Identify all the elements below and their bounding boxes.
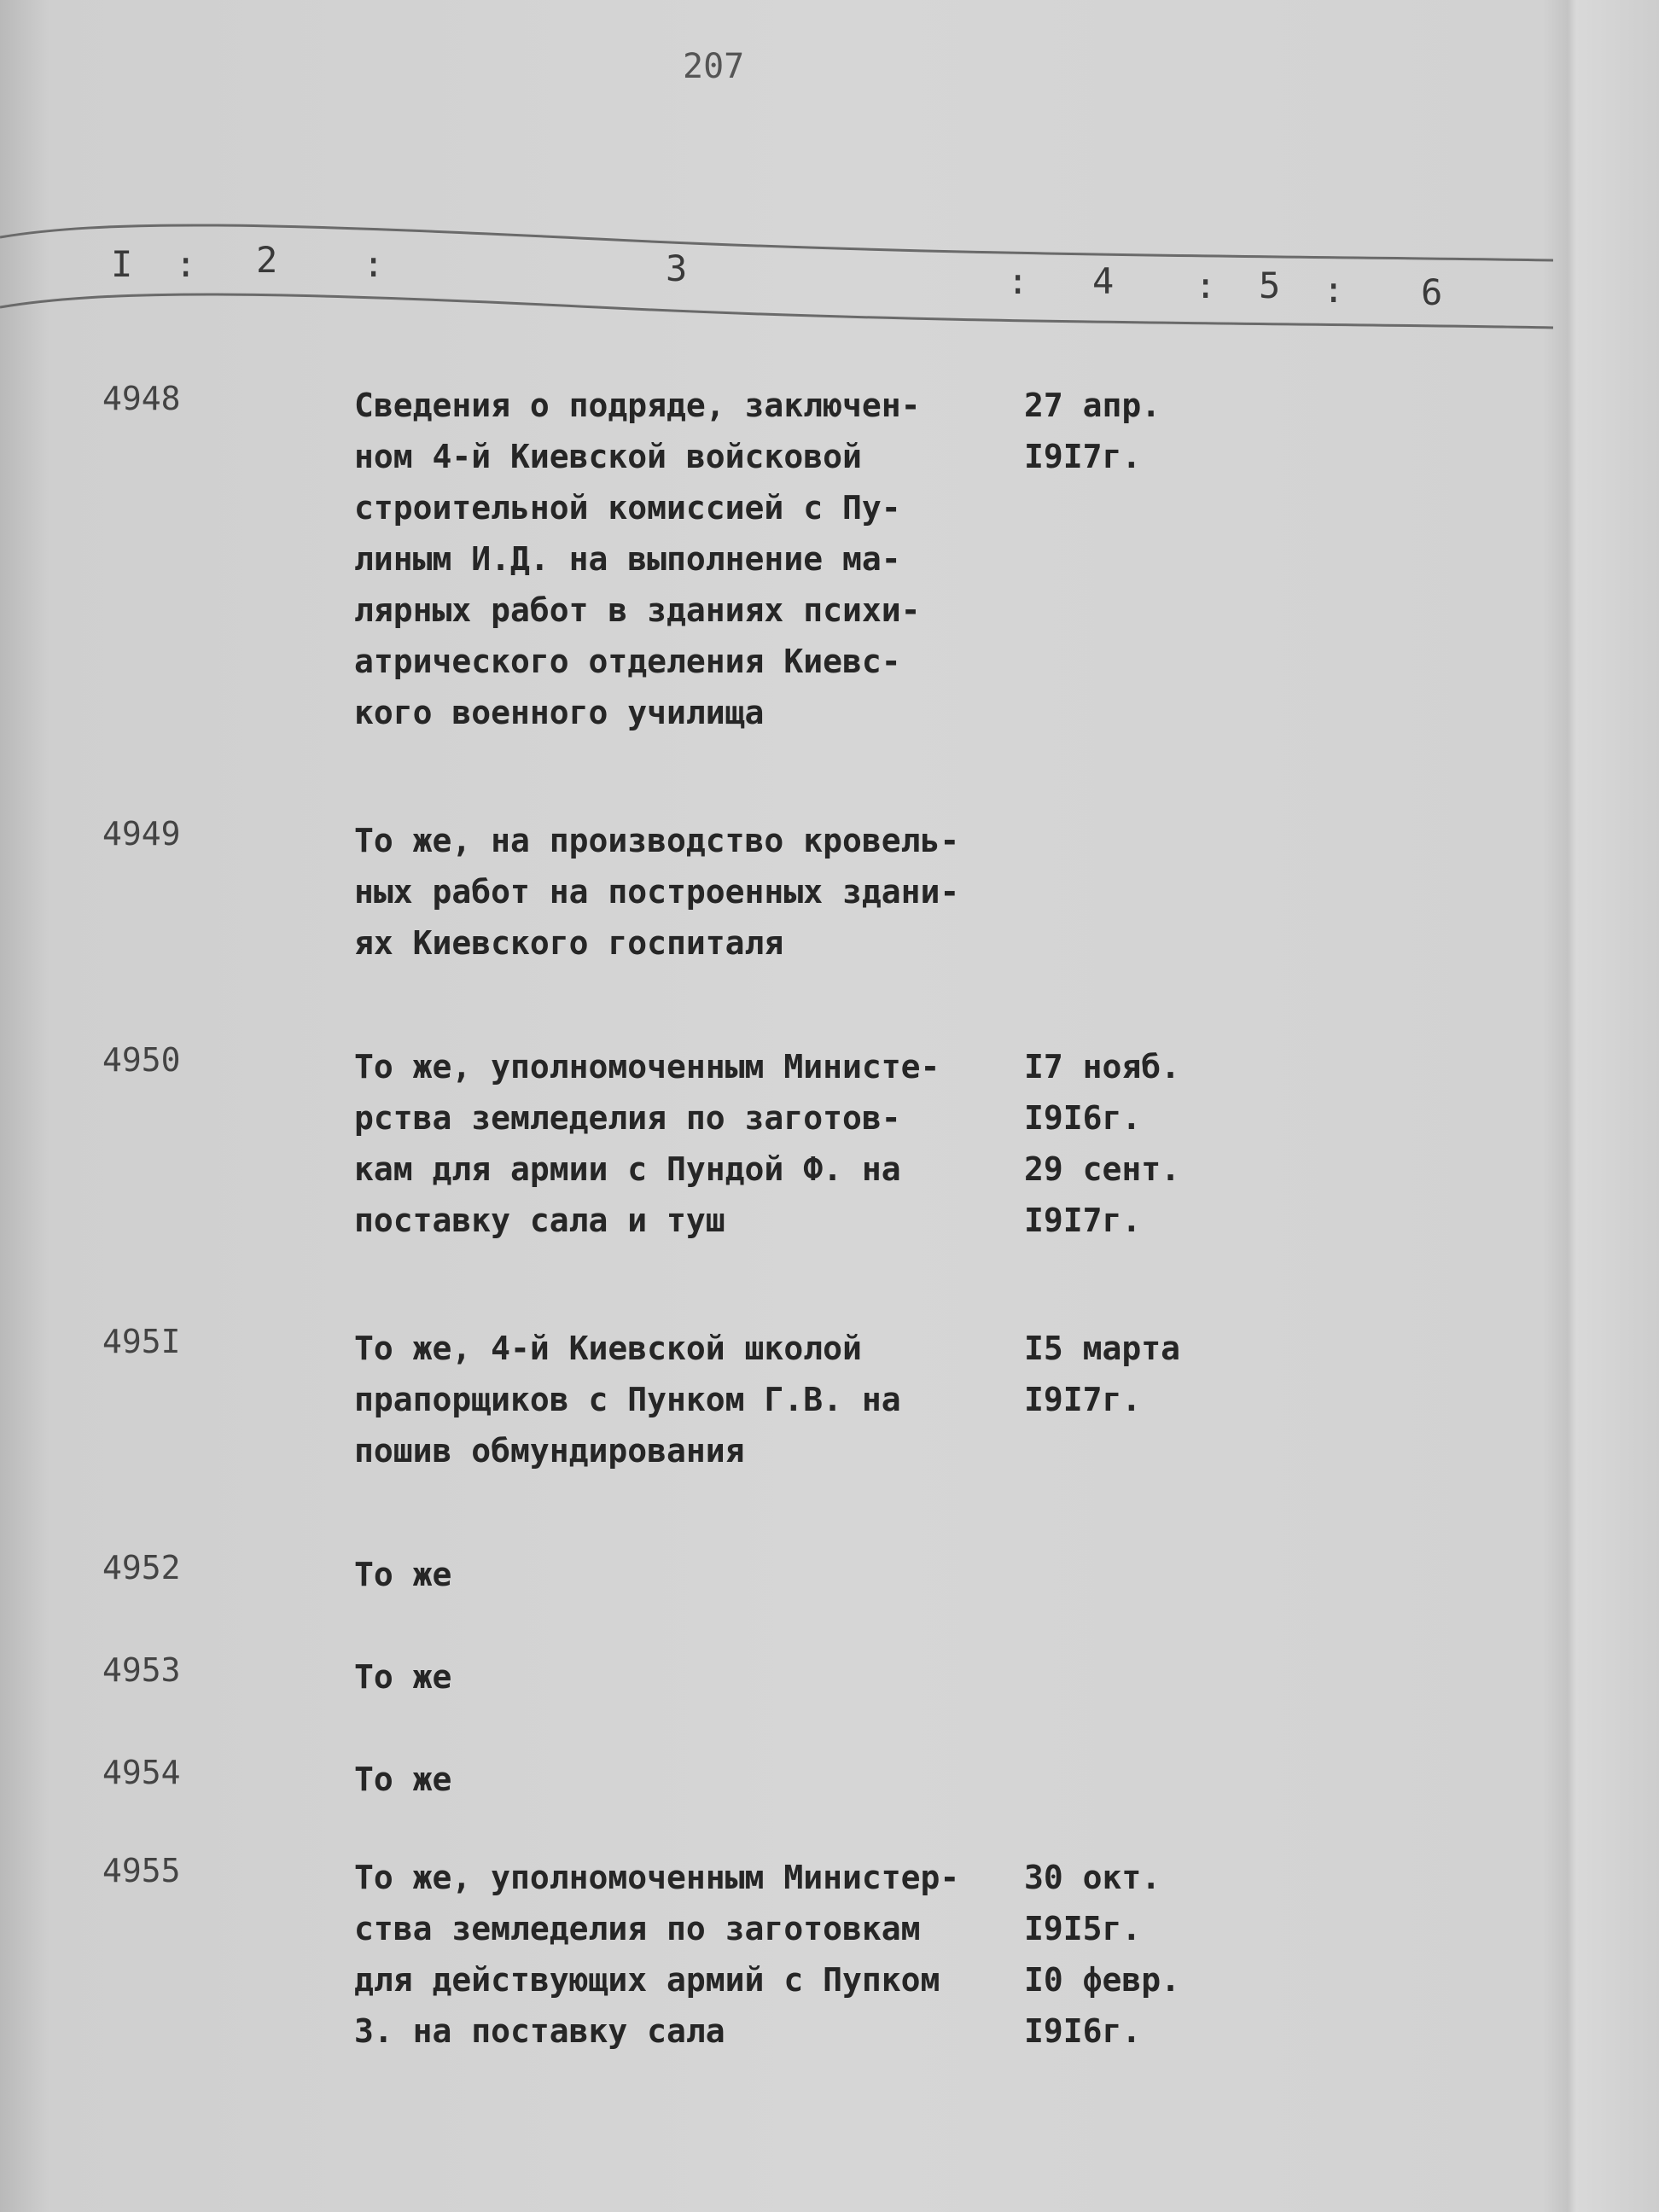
description-line: То же, уполномоченным Министе- bbox=[354, 1048, 940, 1086]
entry-number: 4952 bbox=[102, 1549, 181, 1586]
date-line: 29 сент. bbox=[1024, 1150, 1181, 1188]
description-line: То же, уполномоченным Министер- bbox=[354, 1859, 960, 1896]
entry-date bbox=[1024, 1323, 1180, 1425]
entry-number: 4950 bbox=[102, 1041, 181, 1079]
date-line: I5 марта bbox=[1024, 1330, 1181, 1367]
column-header-4: 4 bbox=[1092, 260, 1115, 302]
column-header-1: I bbox=[111, 243, 133, 285]
page-number: 207 bbox=[683, 47, 745, 86]
description-line: То же, на производство кровель- bbox=[354, 822, 960, 859]
entry-description bbox=[354, 1651, 1037, 1703]
date-line: I9I5г. bbox=[1024, 1910, 1142, 1947]
entry-number: 495I bbox=[102, 1323, 181, 1360]
description-line: поставку сала и туш bbox=[354, 1202, 725, 1239]
description-line: кого военного училища bbox=[354, 694, 765, 731]
description-line: строительной комиссией с Пу- bbox=[354, 489, 901, 527]
date-line: 30 окт. bbox=[1024, 1859, 1161, 1896]
entry-description bbox=[354, 1041, 1037, 1246]
description-line: для действующих армий с Пупком bbox=[354, 1961, 940, 1999]
entry-number: 4954 bbox=[102, 1754, 181, 1791]
entry-description bbox=[354, 1852, 1037, 2057]
entry-number: 4955 bbox=[102, 1852, 181, 1889]
date-line: I9I7г. bbox=[1024, 1202, 1142, 1239]
description-line: ном 4-й Киевской войсковой bbox=[354, 438, 862, 475]
entry-date bbox=[1024, 1852, 1180, 2057]
description-line: То же, 4-й Киевской школой bbox=[354, 1330, 862, 1367]
entry-number: 4949 bbox=[102, 815, 181, 853]
column-separator: : bbox=[175, 243, 197, 285]
column-separator: : bbox=[1323, 269, 1345, 311]
date-line: I9I6г. bbox=[1024, 1099, 1142, 1137]
description-line: ства земледелия по заготовкам bbox=[354, 1910, 921, 1947]
description-line: линым И.Д. на выполнение ма- bbox=[354, 540, 901, 578]
entry-description bbox=[354, 815, 1037, 969]
description-line: кам для армии с Пундой Ф. на bbox=[354, 1150, 901, 1188]
header-top-rule bbox=[0, 225, 1553, 260]
description-line: З. на поставку сала bbox=[354, 2012, 725, 2050]
column-separator: : bbox=[1007, 260, 1029, 302]
description-line: прапорщиков с Пунком Г.В. на bbox=[354, 1381, 901, 1418]
description-line: ях Киевского госпиталя bbox=[354, 924, 784, 962]
date-line: I0 февр. bbox=[1024, 1961, 1181, 1999]
date-line: I9I7г. bbox=[1024, 438, 1142, 475]
description-line: То же bbox=[354, 1658, 452, 1696]
entry-number: 4948 bbox=[102, 380, 181, 417]
entry-date bbox=[1024, 380, 1161, 482]
description-line: То же bbox=[354, 1556, 452, 1593]
column-header-3: 3 bbox=[666, 247, 688, 289]
entry-description bbox=[354, 380, 1037, 738]
entry-description bbox=[354, 1323, 1037, 1476]
column-separator: : bbox=[363, 243, 385, 285]
description-line: ных работ на построенных здани- bbox=[354, 873, 960, 911]
header-bottom-rule bbox=[0, 294, 1553, 328]
entry-number: 4953 bbox=[102, 1651, 181, 1689]
column-separator: : bbox=[1195, 265, 1217, 306]
entry-description bbox=[354, 1754, 1037, 1805]
column-header-2: 2 bbox=[256, 239, 278, 281]
description-line: рства земледелия по заготов- bbox=[354, 1099, 901, 1137]
date-line: 27 апр. bbox=[1024, 387, 1161, 424]
description-line: атрического отделения Киевс- bbox=[354, 643, 901, 680]
date-line: I7 нояб. bbox=[1024, 1048, 1181, 1086]
date-line: I9I7г. bbox=[1024, 1381, 1142, 1418]
description-line: пошив обмундирования bbox=[354, 1432, 745, 1470]
description-line: То же bbox=[354, 1761, 452, 1798]
entry-description bbox=[354, 1549, 1037, 1600]
column-header-6: 6 bbox=[1421, 271, 1443, 313]
column-header-5: 5 bbox=[1259, 265, 1281, 306]
description-line: лярных работ в зданиях психи- bbox=[354, 591, 921, 629]
date-line: I9I6г. bbox=[1024, 2012, 1142, 2050]
description-line: Сведения о подряде, заключен- bbox=[354, 387, 921, 424]
entry-date bbox=[1024, 1041, 1180, 1246]
